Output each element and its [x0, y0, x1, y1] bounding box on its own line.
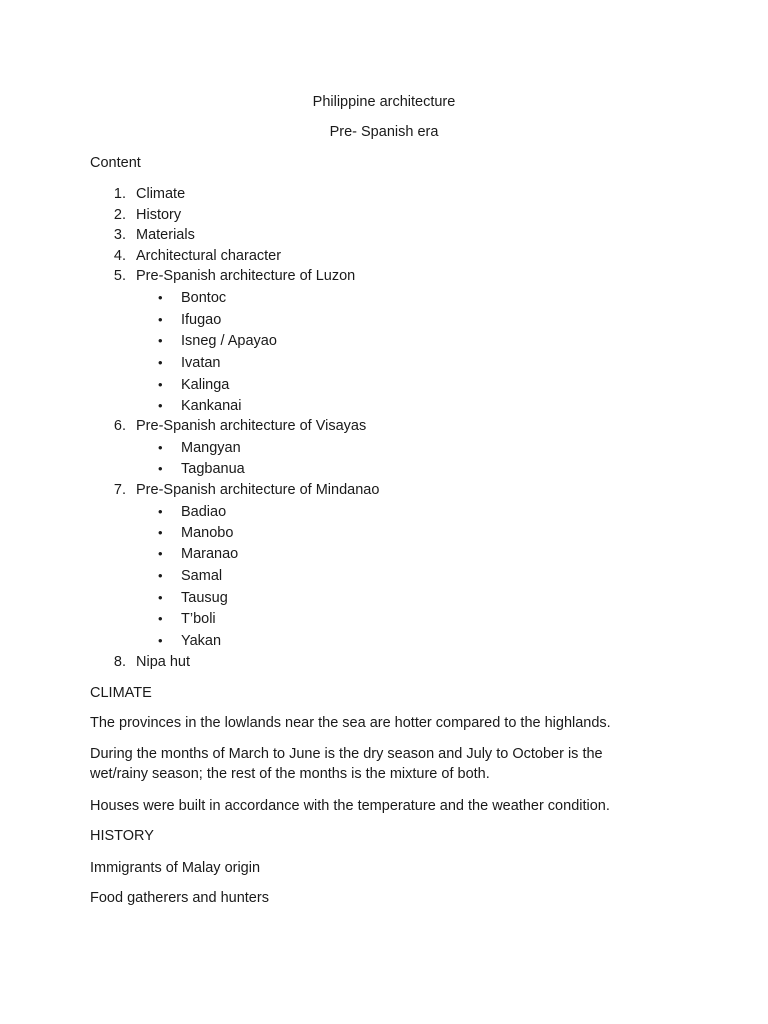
bullet-icon: •	[158, 355, 163, 370]
bullet-icon: •	[158, 611, 163, 626]
list-item-label: Bontoc	[181, 290, 227, 306]
list-item-label: Manobo	[181, 525, 234, 541]
list-item-label: Tausug	[181, 590, 228, 606]
list-item-label: Mangyan	[181, 440, 241, 456]
history-paragraph: Immigrants of Malay origin	[90, 860, 261, 876]
list-item-label: Isneg / Apayao	[181, 333, 277, 349]
bullet-icon: •	[158, 546, 163, 561]
list-item-label: Kalinga	[181, 377, 230, 393]
toc-label: Architectural character	[136, 248, 282, 264]
bullet-icon: •	[158, 398, 163, 413]
list-item-label: Yakan	[181, 633, 222, 649]
toc-label: Pre-Spanish architecture of Visayas	[136, 418, 367, 434]
bullet-icon: •	[158, 377, 163, 392]
bullet-icon: •	[158, 525, 163, 540]
toc-number: 6.	[113, 418, 126, 434]
bullet-icon: •	[158, 290, 163, 305]
toc-number: 8.	[113, 654, 126, 670]
list-item-label: Ifugao	[181, 312, 222, 328]
contents-heading: Content	[90, 155, 141, 171]
list-item-label: Maranao	[181, 546, 239, 562]
bullet-icon: •	[158, 440, 163, 455]
climate-paragraph: Houses were built in accordance with the temperature and the weather condition.	[90, 798, 610, 814]
toc-number: 7.	[113, 482, 126, 498]
list-item-label: Ivatan	[181, 355, 221, 371]
list-item-label: Samal	[181, 568, 223, 584]
toc-label: Materials	[136, 227, 195, 243]
toc-number: 3.	[113, 227, 126, 243]
climate-paragraph: During the months of March to June is the dry season and July to October is the wet/rainy season; the rest of the months is the mixture of both.	[90, 746, 603, 782]
toc-label: Pre-Spanish architecture of Luzon	[136, 268, 356, 284]
bullet-icon: •	[158, 590, 163, 605]
toc-label: History	[136, 207, 182, 223]
bullet-icon: •	[158, 568, 163, 583]
list-item-label: Tagbanua	[181, 461, 245, 477]
document-subtitle: Pre- Spanish era	[329, 124, 439, 140]
toc-label: Nipa hut	[136, 654, 191, 670]
toc-number: 4.	[113, 248, 126, 264]
bullet-icon: •	[158, 633, 163, 648]
toc-label: Climate	[136, 186, 186, 202]
history-heading: HISTORY	[90, 828, 154, 844]
bullet-icon: •	[158, 461, 163, 476]
toc-number: 1.	[113, 186, 126, 202]
list-item-label: T’boli	[181, 611, 216, 627]
bullet-icon: •	[158, 333, 163, 348]
list-item-label: Badiao	[181, 504, 227, 520]
list-item-label: Kankanai	[181, 398, 242, 414]
toc-number: 5.	[113, 268, 126, 284]
toc-label: Pre-Spanish architecture of Mindanao	[136, 482, 380, 498]
document-title: Philippine architecture	[312, 94, 456, 110]
toc-number: 2.	[113, 207, 126, 223]
climate-heading: CLIMATE	[90, 685, 152, 701]
bullet-icon: •	[158, 312, 163, 327]
climate-paragraph: The provinces in the lowlands near the sea are hotter compared to the highlands.	[90, 715, 611, 731]
history-paragraph: Food gatherers and hunters	[90, 890, 269, 906]
bullet-icon: •	[158, 504, 163, 519]
